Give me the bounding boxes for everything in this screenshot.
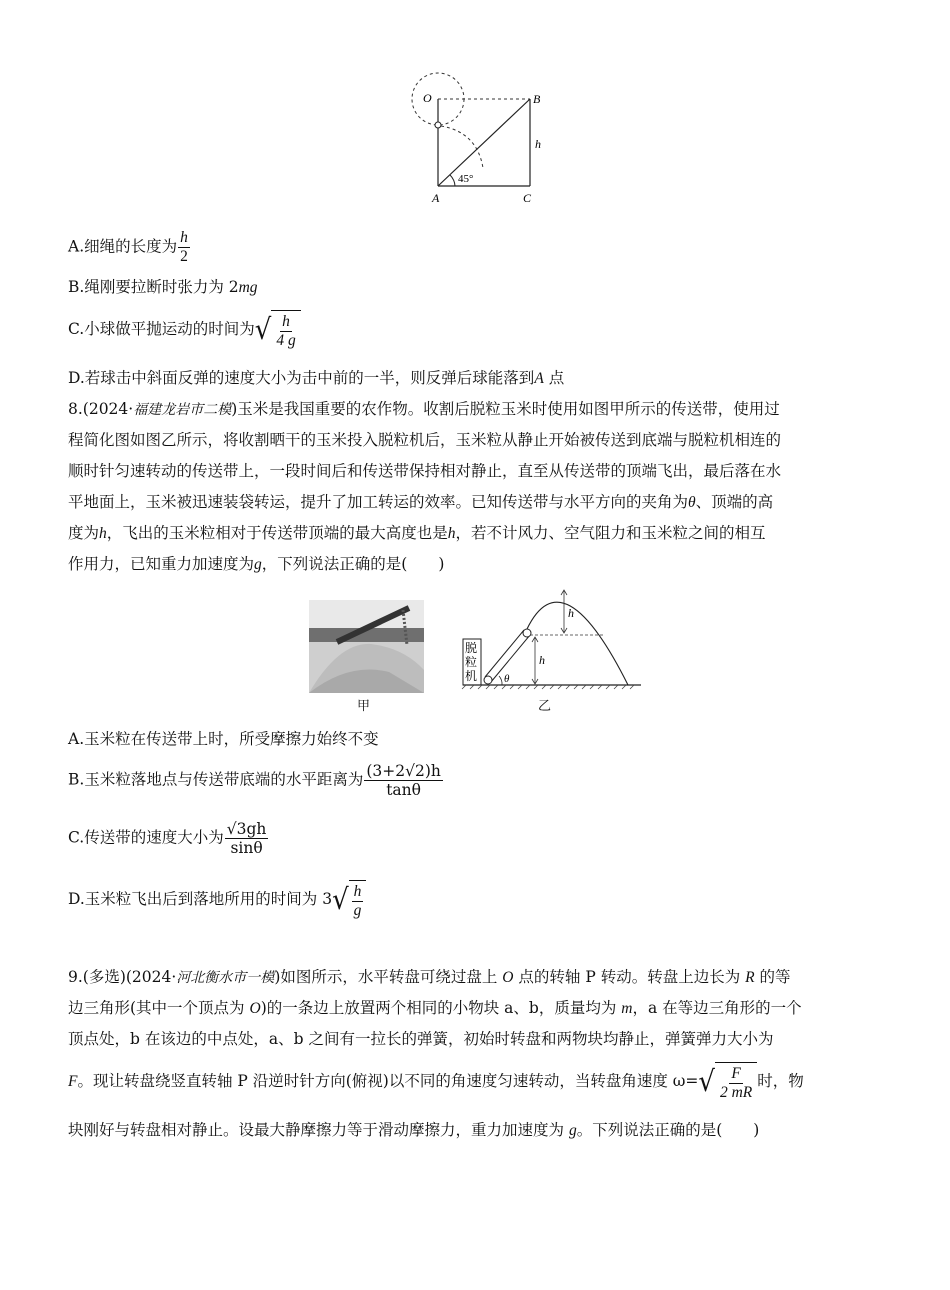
label-O: O xyxy=(423,91,432,105)
caption-jia: 甲 xyxy=(357,699,371,714)
diagram-conveyor-trajectory xyxy=(458,585,648,695)
q8-option-d: D.玉米粒飞出后到落地所用的时间为 3 √ $\frac{h}{g}$ xyxy=(68,880,366,920)
label-h-side: h xyxy=(539,653,545,667)
q8-line-4: 平地面上，玉米被迅速装袋转运，提升了加工转运的效率。已知传送带与水平方向的夹角为θ、顶端的高 xyxy=(68,493,774,511)
q9-line-4: F。现让转盘绕竖直转轴 P 沿逆时针方向(俯视)以不同的角速度匀速转动，当转盘角速度 ω= √ $\frac{F}{2 mR}$ 时，物 xyxy=(68,1062,804,1102)
q9-line-1: 9.(多选)(2024·河北衡水市一模)如图所示，水平转盘可绕过盘上 O 点的转轴 P 转动。转盘上边长为 R 的等 xyxy=(68,968,791,986)
caption-yi: 乙 xyxy=(538,699,552,714)
q7-option-d: D.若球击中斜面反弹的速度大小为击中前的一半，则反弹后球能落到A 点 xyxy=(68,369,565,387)
conveyor-belt-upper xyxy=(485,630,524,677)
q8-line-5: 度为h，飞出的玉米粒相对于传送带顶端的最大高度也是h，若不计风力、空气阻力和玉米粒之间的相互 xyxy=(68,524,766,542)
q8-line-6: 作用力，已知重力加速度为g，下列说法正确的是( ) xyxy=(68,555,445,573)
q7-option-a: A.细绳的长度为 $\frac{h}{2}$ xyxy=(68,229,188,265)
label-B: B xyxy=(533,92,541,106)
label-h: h xyxy=(535,137,541,151)
label-C: C xyxy=(523,191,532,205)
label-angle: 45° xyxy=(458,173,474,185)
q9-line-2: 边三角形(其中一个顶点为 O)的一条边上放置两个相同的小物块 a、b，质量均为 m，a 在等边三角形的一个 xyxy=(68,999,802,1017)
photo-corn-conveyor xyxy=(309,600,424,693)
label-theta: θ xyxy=(504,673,510,685)
q8-option-c: C.传送带的速度大小为 $\frac{√3gh}{\sin\theta}$ xyxy=(68,820,267,857)
figure-ball-incline xyxy=(405,70,555,210)
q8-line-2: 程简化图如图乙所示，将收割晒干的玉米投入脱粒机后，玉米粒从静止开始被传送到底端与脱粒机相连的 xyxy=(68,431,782,449)
q8-option-a: A.玉米粒在传送带上时，所受摩擦力始终不变 xyxy=(68,730,379,748)
q9-line-5: 块刚好与转盘相对静止。设最大静摩擦力等于滑动摩擦力，重力加速度为 g。下列说法正确的是( ) xyxy=(68,1121,760,1139)
q7-option-c: C.小球做平抛运动的时间为 √ $\frac{h}{4 g}$ xyxy=(68,310,301,350)
label-h-top: h xyxy=(568,606,574,620)
q8-line-1: 8.(2024·福建龙岩市二模)玉米是我国重要的农作物。收割后脱粒玉米时使用如图甲所示的传送带，使用过 xyxy=(68,400,780,418)
label-machine: 脱 xyxy=(465,641,478,655)
svg-text:粒: 粒 xyxy=(465,655,478,669)
conveyor-belt-lower xyxy=(491,635,530,682)
trajectory xyxy=(527,602,628,685)
q9-line-3: 顶点处，b 在该边的中点处，a、b 之间有一拉长的弹簧，初始时转盘和两物块均静止，弹簧弹力大小为 xyxy=(68,1030,774,1048)
q8-option-b: B.玉米粒落地点与传送带底端的水平距离为 $\frac{(3+2√2)h}{\tan\theta}$ xyxy=(68,762,441,799)
ball xyxy=(435,122,441,128)
q8-line-3: 顺时针匀速转动的传送带上，一段时间后和传送带保持相对静止，直至从传送带的顶端飞出，最后落在水 xyxy=(68,462,782,480)
svg-text:机: 机 xyxy=(465,669,478,683)
incline-line xyxy=(438,99,530,186)
q7-option-b: B.绳刚要拉断时张力为 2mg xyxy=(68,278,258,296)
label-A: A xyxy=(432,191,440,205)
